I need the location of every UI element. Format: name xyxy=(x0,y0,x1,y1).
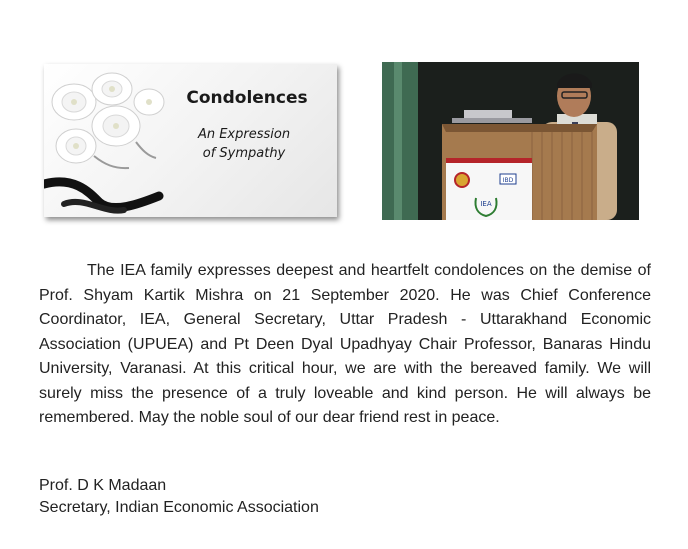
card-subtitle-line: An Expression xyxy=(197,127,291,142)
card-title: Condolences xyxy=(186,88,308,108)
card-subtitle-line: of Sympathy xyxy=(202,146,286,161)
speaker-photo xyxy=(382,62,639,220)
podium xyxy=(442,124,597,220)
white-flower-icon xyxy=(56,129,96,163)
podium-logo-text: IEA xyxy=(480,200,492,208)
card-subtitle xyxy=(174,125,314,163)
signatory-title: Secretary, Indian Economic Association xyxy=(39,499,319,516)
condolences-card-image xyxy=(44,64,337,217)
condolence-message: The IEA family expresses deepest and heartfelt condolences on the demise of Prof. Shyam Kartik Mishra on 21 September 2020. He was Chief Conference Coordinator, IEA, General Secretary, Uttar Pradesh - Uttarakhand Economic Association (UPUEA) and Pt Deen Dyal Upadhyay Chair Professor, Banaras Hindu University, Varanasi. At this critical hour, we are with the bereaved family. We will surely miss the presence of a truly loveable and kind person. He will always be remembered. May the noble soul of our dear friend rest in peace. xyxy=(39,262,651,426)
white-flower-icon xyxy=(52,84,96,120)
speaker-at-podium-illustration xyxy=(382,62,639,220)
white-flower-icon xyxy=(92,106,140,146)
podium-badge-text: IBD xyxy=(502,177,514,184)
signatory-name: Prof. D K Madaan xyxy=(39,477,167,494)
white-flower-icon xyxy=(134,89,164,115)
white-flower-icon xyxy=(92,73,132,105)
signature-block xyxy=(39,475,539,519)
